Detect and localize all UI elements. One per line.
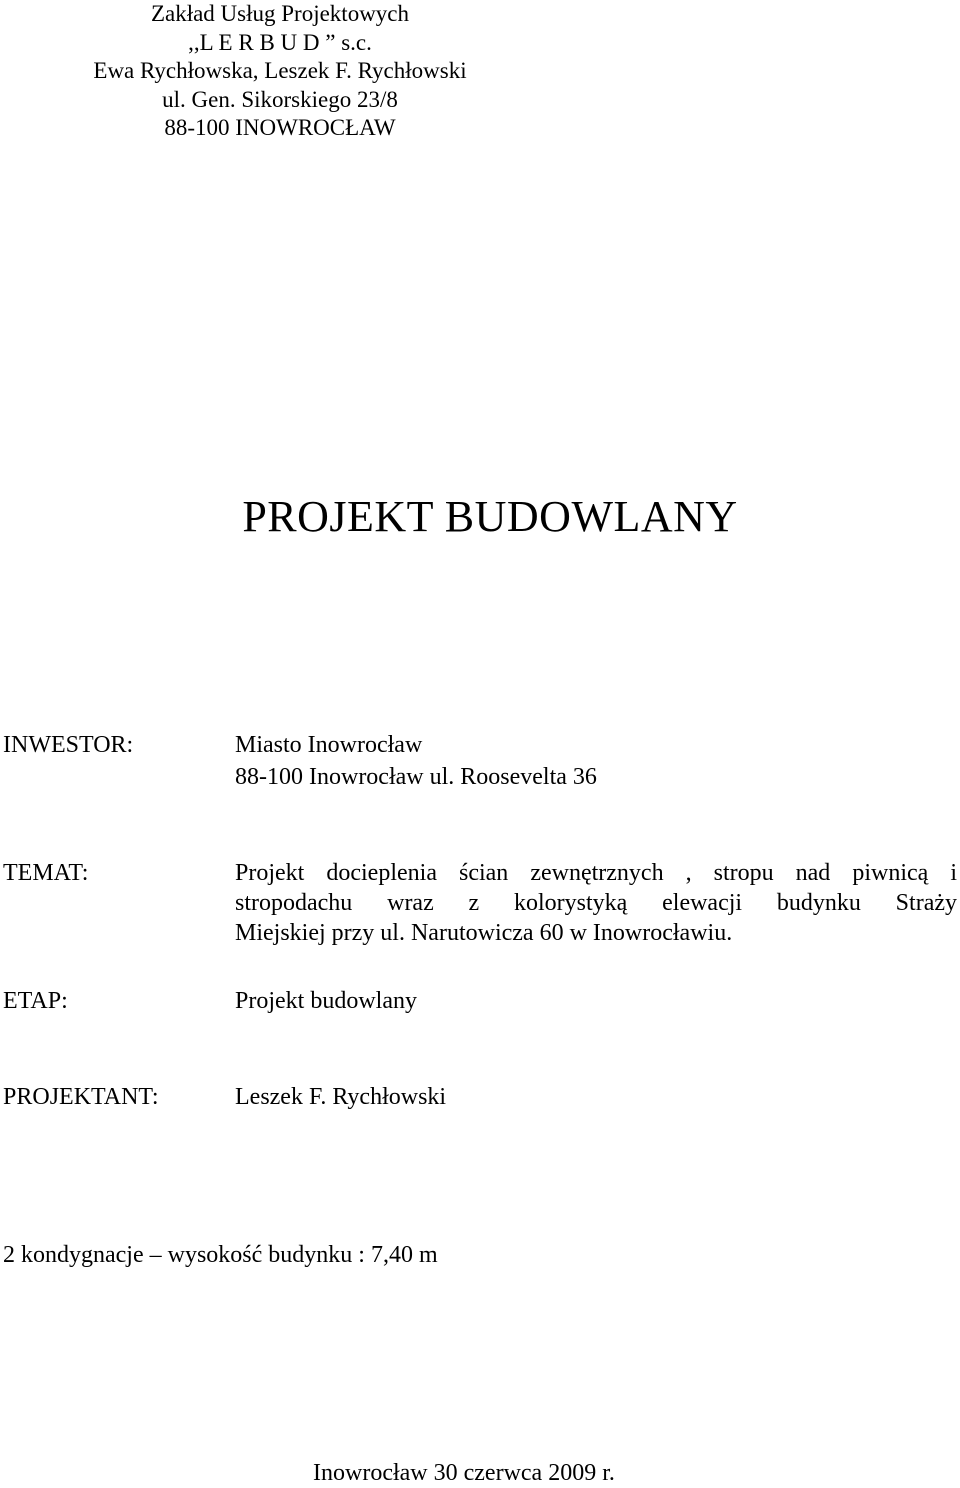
document-title: PROJEKT BUDOWLANY (242, 492, 738, 541)
company-brand: ,,L E R B U D ” s.c. (188, 29, 372, 55)
company-city: 88-100 INOWROCŁAW (164, 115, 396, 140)
investor-name: Miasto Inowrocław (235, 732, 423, 758)
topic-text (235, 858, 957, 948)
topic-line-3: Miejskiej przy ul. Narutowicza 60 w Inowrocławiu. (235, 920, 733, 946)
stage-label: ETAP: (3, 988, 68, 1014)
stage-value: Projekt budowlany (235, 988, 417, 1014)
company-header (0, 0, 560, 143)
place-date: Inowrocław 30 czerwca 2009 r. (313, 1460, 615, 1486)
investor-label: INWESTOR: (3, 732, 134, 758)
company-name: Zakład Usług Projektowych (150, 1, 410, 26)
investor-address: 88-100 Inowrocław ul. Roosevelta 36 (235, 764, 597, 790)
designer-name: Leszek F. Rychłowski (235, 1084, 447, 1110)
company-owners: Ewa Rychłowska, Leszek F. Rychłowski (93, 58, 467, 83)
designer-label: PROJEKTANT: (3, 1084, 159, 1110)
topic-line-1: Projekt docieplenia ścian zewnętrznych , stropu nad piwnicą i (235, 860, 957, 886)
topic-line-2: stropodachu wraz z kolorystyką elewacji budynku Straży (235, 890, 957, 916)
topic-label: TEMAT: (3, 860, 89, 886)
building-note: 2 kondygnacje – wysokość budynku : 7,40 m (3, 1242, 438, 1268)
company-street: ul. Gen. Sikorskiego 23/8 (162, 86, 398, 112)
